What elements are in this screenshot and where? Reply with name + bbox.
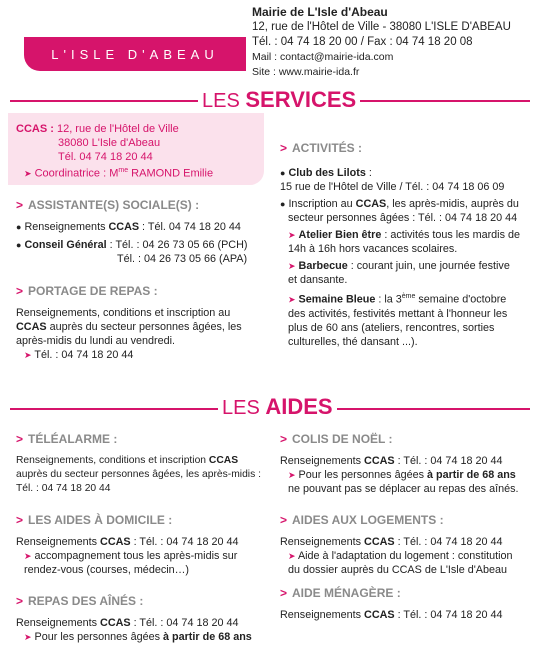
services-heading [198,87,360,113]
chevron-right-icon: > [16,432,24,446]
assistante-line1b: CCAS [108,221,140,233]
chevron-right-icon: > [280,586,288,600]
barbecue-c: : courant juin, une journée festive [347,260,510,272]
aides-heading [218,394,337,420]
menagere-title: AIDE MÉNAGÈRE : [292,586,401,600]
domicile-heading [16,513,172,527]
dom-line1a: Renseignements [16,536,101,548]
repas-line1c: : Tél. : 04 74 18 20 44 [130,617,239,629]
mairie-contact [252,5,511,80]
services-heading-prefix: LES [202,90,240,112]
chevron-right-icon: > [16,284,24,298]
arrow-icon: ➤ [24,551,32,561]
portage-heading [16,284,158,298]
assistante-line1a: Renseignements [24,221,109,233]
bullet-icon: ● [16,222,22,232]
insc1a: Inscription au [288,198,356,210]
logements-title: AIDES AUX LOGEMENTS : [292,513,444,527]
log-line2: Aide à l'adaptation du logement : constitution [297,550,513,562]
repas-line2b: à partir de 68 ans [163,631,252,643]
ccas-address2: 38080 L'Isle d'Abeau [58,137,161,149]
men-line1c: : Tél. : 04 74 18 20 44 [394,609,503,621]
colis-title: COLIS DE NOËL : [292,432,393,446]
logo [24,37,246,71]
bullet-icon: ● [280,199,286,209]
logo-text: L'ISLE D'ABEAU [51,46,219,62]
dom-line1b: CCAS [100,536,131,548]
repas-line1a: Renseignements [16,617,101,629]
colis-line2b: à partir de 68 ans [427,469,516,481]
colis-line3: ne pouvant pas se déplacer au repas des aînés. [288,483,519,495]
semaine2: des activités, festivités mettant à l'honneur les [288,307,508,320]
ccas-address1: 12, rue de l'Hôtel de Ville [56,123,179,135]
telealarme-heading [16,432,117,446]
domicile-text [16,535,271,577]
menagere-heading [280,586,401,600]
domicile-title: LES AIDES À DOMICILE : [28,513,173,527]
chevron-right-icon: > [16,594,24,608]
dom-line2: accompagnement tous les après-midis sur [34,550,238,562]
men-line1b: CCAS [364,609,395,621]
insc1b: CCAS [355,198,387,210]
repas-line2a: Pour les personnes âgées [34,631,163,643]
semaine-d: semaine d'octobre [415,293,507,306]
log-line1b: CCAS [364,536,395,548]
ccas-phone: Tél. 04 74 18 20 44 [58,151,153,163]
log-line1a: Renseignements [280,536,365,548]
colis-heading [280,432,392,446]
services-heading-main: SERVICES [245,87,357,112]
arrow-icon: ➤ [288,261,296,271]
activites-text [280,166,530,349]
repas-text [16,616,276,644]
assistante-title: ASSISTANTE(S) SOCIALE(S) : [28,198,200,212]
atelier-c: : activités tous les mardis de [381,229,520,241]
bullet-icon: ● [280,168,286,178]
arrow-icon: ➤ [24,168,32,179]
semaine-sup: ème [401,293,416,300]
atelier2: 14h à 16h hors vacances scolaires. [288,243,458,255]
club-label: Club des Lilots [288,167,366,179]
chevron-right-icon: > [16,198,24,212]
ccas-coord: Coordinatrice : M [34,167,119,180]
arrow-icon: ➤ [288,230,296,240]
portage-line2c: auprès du secteur personnes âgées, les [46,321,242,333]
colis-line1c: : Tél. : 04 74 18 20 44 [394,455,503,467]
chevron-right-icon: > [280,141,288,155]
portage-line1: Renseignements, conditions et inscription au [16,307,231,319]
tele-line1b: CCAS [208,455,239,466]
arrow-icon: ➤ [288,294,296,305]
semaine4: culturelles, thé dansant ...). [288,335,418,348]
chevron-right-icon: > [280,432,288,446]
portage-line3: après-midis du lundi au vendredi. [16,335,176,347]
aides-heading-main: AIDES [265,394,333,419]
log-line1c: : Tél. : 04 74 18 20 44 [394,536,503,548]
dom-line3: rendez-vous (courses, médecin…) [24,564,190,576]
tele-line1a: Renseignements, conditions et inscription [16,455,209,466]
arrow-icon: ➤ [288,470,296,480]
assistante-line1c: : Tél. 04 74 18 20 44 [139,221,241,233]
club-colon: : [365,167,372,179]
assistante-line3: Tél. : 04 26 73 05 66 (APA) [117,253,248,265]
repas-line1b: CCAS [100,617,131,629]
barbecue2: et dansante. [288,274,348,286]
ccas-coord-sup: me [118,167,129,174]
insc2: secteur personnes âgées : Tél. : 04 74 18 20 44 [288,212,518,224]
ccas-label: CCAS : [16,123,54,135]
menagere-text [280,608,532,622]
repas-title: REPAS DES AÎNÉS : [28,594,144,608]
mairie-address: 12, rue de l'Hôtel de Ville - 38080 L'ISLE D'ABEAU [252,21,511,33]
tele-line3: Tél. : 04 74 18 20 44 [16,483,111,494]
mairie-site: Site : www.mairie-ida.fr [252,66,360,78]
logements-heading [280,513,444,527]
assistante-heading [16,198,199,212]
semaine-b: Semaine Bleue [298,293,376,306]
barbecue-b: Barbecue [298,260,348,272]
arrow-icon: ➤ [24,350,32,360]
assistante-line2b: Conseil Général [24,239,107,251]
repas-heading [16,594,143,608]
portage-text [16,306,266,362]
ccas-block [16,122,213,181]
colis-text [280,454,532,496]
portage-line2b: CCAS [16,321,47,333]
activites-heading [280,141,362,155]
mairie-mail: Mail : contact@mairie-ida.com [252,51,394,63]
insc1c: , les après-midis, auprès du [386,198,519,210]
tele-line2: auprès du secteur personnes âgées, les après-midis : [16,469,261,480]
portage-line4: Tél. : 04 74 18 20 44 [34,349,134,361]
colis-line1a: Renseignements [280,455,365,467]
telealarme-text [16,454,271,496]
men-line1a: Renseignements [280,609,365,621]
arrow-icon: ➤ [288,551,296,561]
portage-title: PORTAGE DE REPAS : [28,284,158,298]
colis-line2a: Pour les personnes âgées [298,469,427,481]
ccas-coord-name: RAMOND Emilie [128,167,214,180]
atelier-b: Atelier Bien être [298,229,382,241]
colis-line1b: CCAS [364,455,395,467]
semaine-c: : la 3 [375,293,402,306]
bullet-icon: ● [16,240,22,250]
semaine3: plus de 60 ans (ateliers, rencontres, sorties [288,321,495,334]
mairie-phone: Tél. : 04 74 18 20 00 / Fax : 04 74 18 20 08 [252,36,473,48]
telealarme-title: TÉLÉALARME : [28,432,118,446]
chevron-right-icon: > [280,513,288,527]
activites-title: ACTIVITÉS : [292,141,363,155]
mairie-title: Mairie de L'Isle d'Abeau [252,5,388,19]
arrow-icon: ➤ [24,632,32,642]
chevron-right-icon: > [16,513,24,527]
assistante-line2c: : Tél. : 04 26 73 05 66 (PCH) [106,239,248,251]
club-address: 15 rue de l'Hôtel de Ville / Tél. : 04 74 18 06 09 [280,181,505,193]
assistante-text [16,220,266,266]
log-line3: du dossier auprès du CCAS de L'Isle d'Abeau [288,564,507,576]
aides-heading-prefix: LES [222,397,260,419]
dom-line1c: : Tél. : 04 74 18 20 44 [130,536,239,548]
logements-text [280,535,532,577]
